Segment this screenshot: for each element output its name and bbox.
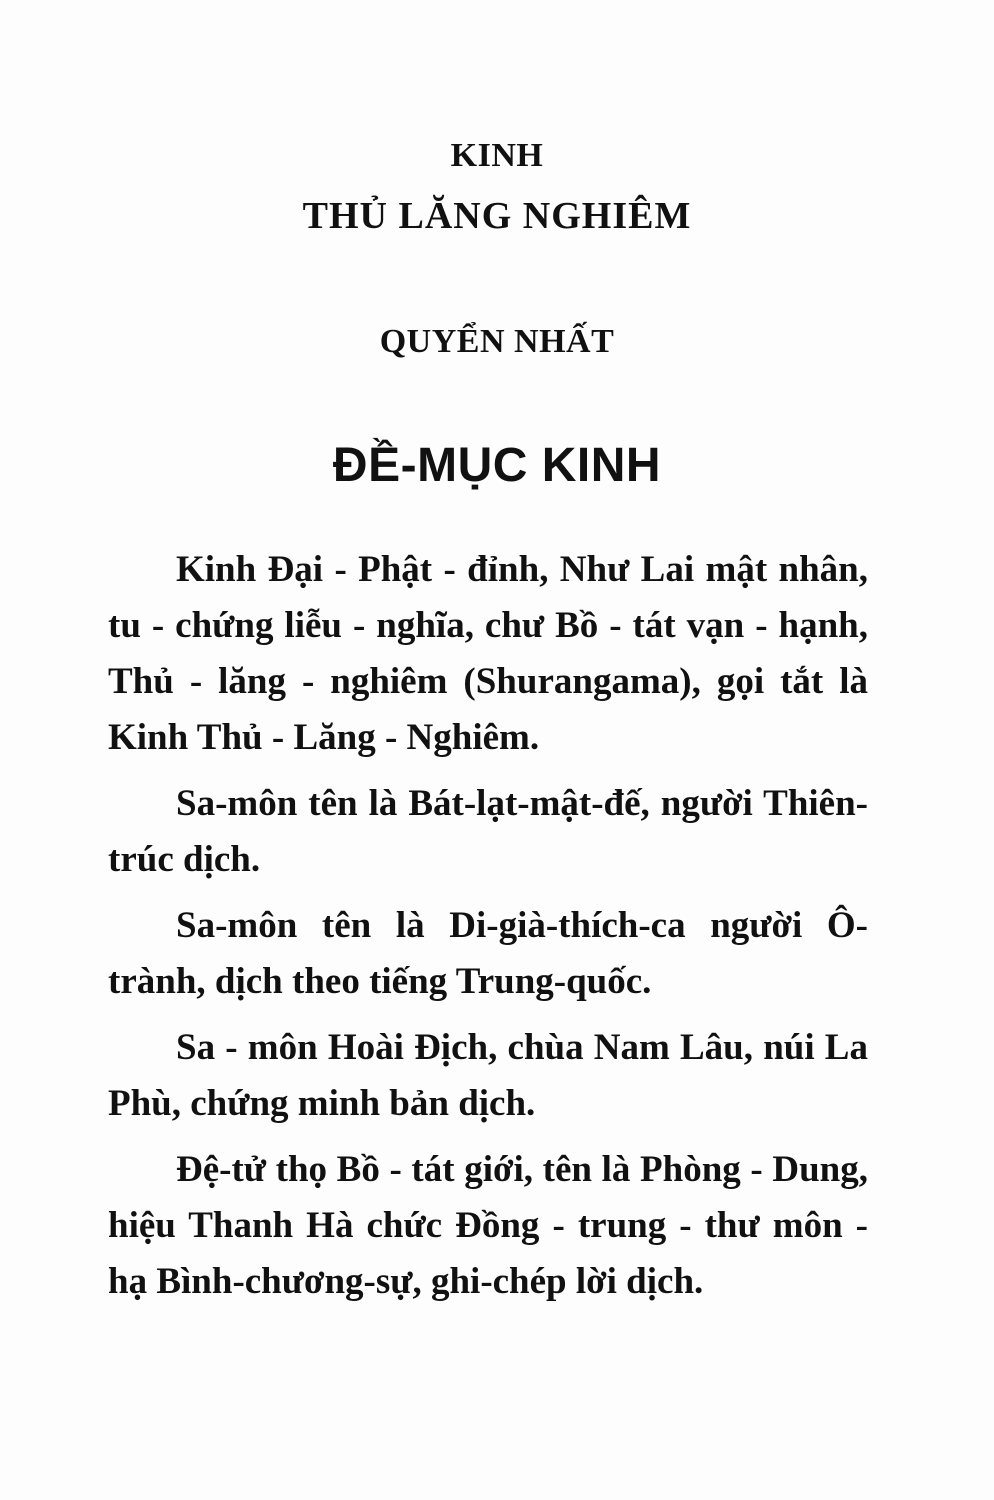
paragraph-3: Sa-môn tên là Di-già-thích-ca người Ô-trành, dịch theo tiếng Trung-quốc. — [108, 905, 868, 1002]
title-thu-lang-nghiem: THỦ LĂNG NGHIÊM — [302, 195, 692, 237]
paragraph-4: Sa - môn Hoài Địch, chùa Nam Lâu, núi La Phù, chứng minh bản dịch. — [108, 1027, 868, 1124]
body-text — [108, 542, 868, 1320]
paragraph-1: Kinh Đại - Phật - đỉnh, Như Lai mật nhân, tu - chứng liễu - nghĩa, chư Bồ - tát vạn - hạnh, Thủ - lăng - nghiêm (Shurangama), gọi tắt là Kinh Thủ - Lăng - Nghiêm. — [108, 549, 868, 758]
volume-heading: QUYỂN NHẤT — [379, 323, 615, 360]
title-kinh: KINH — [450, 137, 544, 174]
section-heading: ĐỀ-MỤC KINH — [332, 439, 662, 492]
paragraph-5: Đệ-tử thọ Bồ - tát giới, tên là Phòng - Dung, hiệu Thanh Hà chức Đồng - trung - thư môn - hạ Bình-chương-sự, ghi-chép lời dịch. — [108, 1149, 868, 1302]
paragraph-2: Sa-môn tên là Bát-lạt-mật-đế, người Thiên-trúc dịch. — [108, 783, 868, 880]
